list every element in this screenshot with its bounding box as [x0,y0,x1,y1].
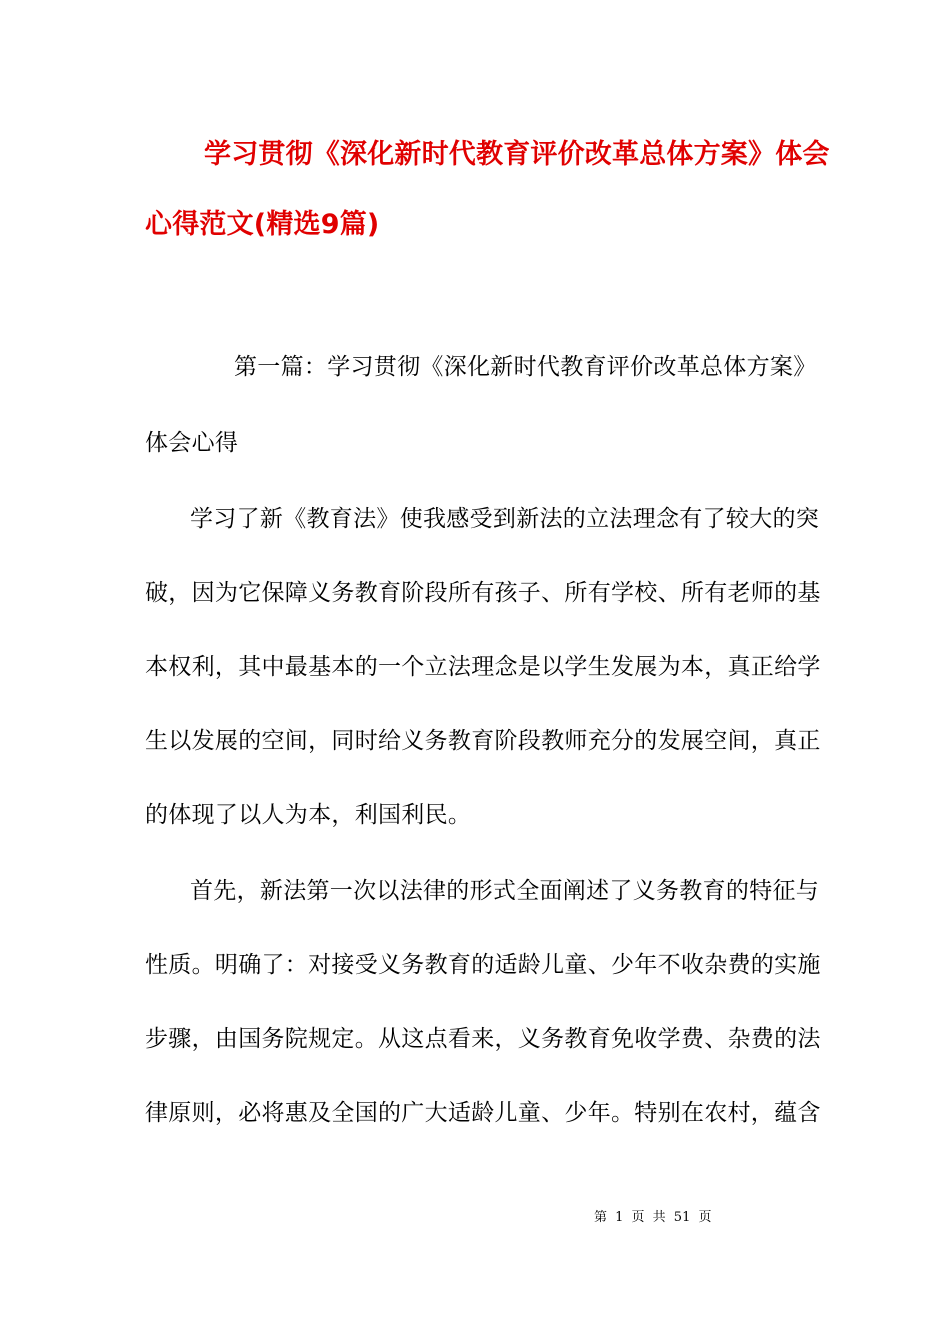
section-heading-line-2: 体会心得 [145,430,239,456]
paragraph-line: 步骤，由国务院规定。从这点看来，义务教育免收学费、杂费的法 [145,1026,821,1052]
paragraph-line: 生以发展的空间，同时给义务教育阶段教师充分的发展空间，真正 [145,728,821,754]
paragraph-line: 性质。明确了：对接受义务教育的适龄儿童、少年不收杂费的实施 [145,952,821,978]
section-heading-line-1: 第一篇：学习贯彻《深化新时代教育评价改革总体方案》 [234,354,817,380]
paragraph-line: 律原则，必将惠及全国的广大适龄儿童、少年。特别在农村，蕴含 [145,1100,821,1126]
document-title-line-1: 学习贯彻《深化新时代教育评价改革总体方案》体会 [204,139,830,170]
paragraph-line: 的体现了以人为本，利国利民。 [145,802,472,828]
paragraph-line: 破，因为它保障义务教育阶段所有孩子、所有学校、所有老师的基 [145,580,821,606]
document-title-line-2: 心得范文(精选9篇) [145,209,380,240]
paragraph-line: 学习了新《教育法》使我感受到新法的立法理念有了较大的突 [190,506,820,532]
paragraph-line: 首先，新法第一次以法律的形式全面阐述了义务教育的特征与 [190,878,820,904]
paragraph-line: 本权利，其中最基本的一个立法理念是以学生发展为本，真正给学 [145,654,821,680]
page-number-footer: 第 1 页 共 51 页 [594,1210,712,1225]
